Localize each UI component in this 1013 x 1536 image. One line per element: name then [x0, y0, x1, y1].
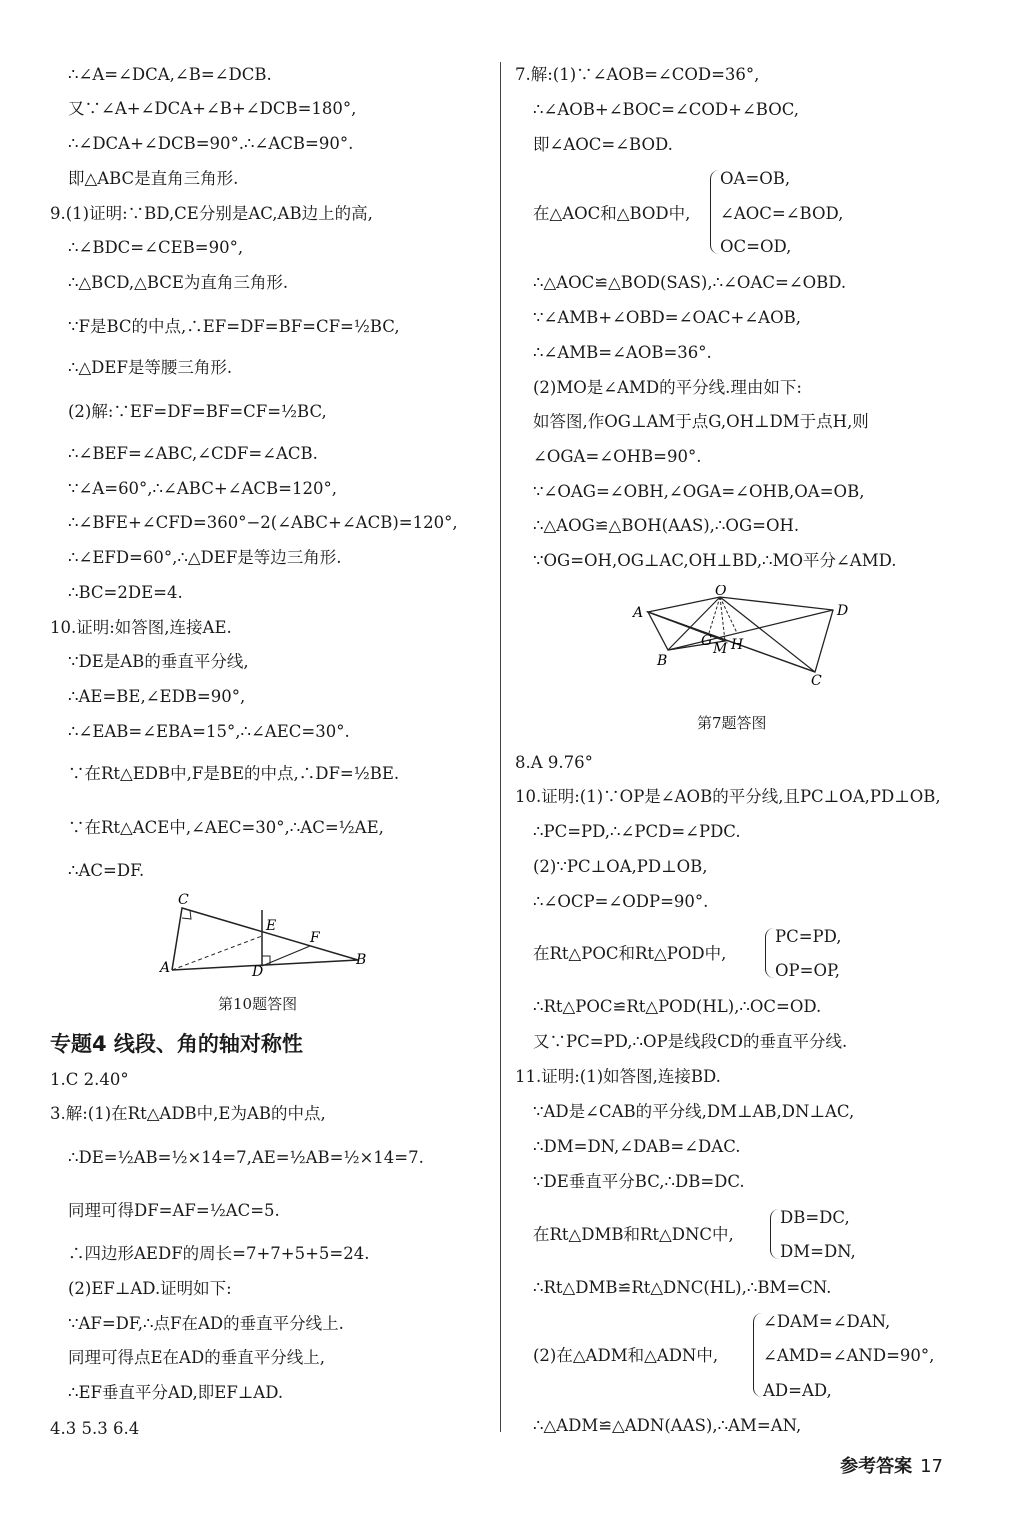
footer-label: 参考答案	[840, 1456, 913, 1477]
text-line: ∵∠OAG=∠OBH,∠OGA=∠OHB,OA=OB,	[533, 482, 865, 501]
text-line: ∴∠EFD=60°,∴△DEF是等边三角形.	[68, 548, 342, 567]
text-line: ∠DAM=∠DAN,	[763, 1312, 891, 1331]
text-line: PC=PD,	[775, 927, 842, 946]
page-footer	[840, 1452, 943, 1478]
text-line: ∴DE=½AB=½×14=7,AE=½AB=½×14=7.	[68, 1148, 424, 1167]
label-o: O	[715, 585, 727, 599]
text-line: OA=OB,	[720, 169, 791, 188]
brace	[710, 170, 719, 254]
brace	[753, 1313, 762, 1397]
text-line: ∴△ADM≌△ADN(AAS),∴AM=AN,	[533, 1416, 802, 1435]
text-line: ∴BC=2DE=4.	[68, 583, 183, 602]
label-b: B	[356, 952, 367, 968]
text-line: ∴AC=DF.	[68, 861, 145, 880]
text-line: ∵F是BC的中点,∴EF=DF=BF=CF=½BC,	[68, 317, 400, 336]
text-line: ∵AF=DF,∴点F在AD的垂直平分线上.	[68, 1314, 344, 1333]
text-line: ∴四边形AEDF的周长=7+7+5+5=24.	[68, 1244, 370, 1263]
text-line: OC=OD,	[720, 237, 792, 256]
text-line: ∠OGA=∠OHB=90°.	[533, 447, 702, 466]
text-line: 在△AOC和△BOD中,	[533, 204, 691, 223]
label-d: D	[837, 603, 849, 619]
text-line: 即△ABC是直角三角形.	[68, 169, 239, 188]
text-line: OP=OP,	[775, 961, 840, 980]
text-line: DB=DC,	[780, 1208, 850, 1227]
text-line: 又∵∠A+∠DCA+∠B+∠DCB=180°,	[68, 99, 357, 118]
text-line: AD=AD,	[763, 1381, 832, 1400]
text-line: ∵DE垂直平分BC,∴DB=DC.	[533, 1172, 745, 1191]
segment-oh	[720, 597, 737, 633]
label-g: G	[701, 633, 713, 649]
text-line: 在Rt△DMB和Rt△DNC中,	[533, 1225, 734, 1244]
text-line: ∠AMD=∠AND=90°,	[763, 1346, 935, 1365]
text-line: ∴∠BDC=∠CEB=90°,	[68, 238, 244, 257]
text-line: ∴EF垂直平分AD,即EF⊥AD.	[68, 1383, 284, 1402]
text-line: 如答图,作OG⊥AM于点G,OH⊥DM于点H,则	[533, 412, 869, 431]
text-line: ∴△BCD,△BCE为直角三角形.	[68, 273, 289, 292]
text-line: ∴∠OCP=∠ODP=90°.	[533, 892, 709, 911]
text-line: ∴AE=BE,∠EDB=90°,	[68, 687, 246, 706]
text-line: 又∵PC=PD,∴OP是线段CD的垂直平分线.	[533, 1032, 848, 1051]
text-line: 3.解:(1)在Rt△ADB中,E为AB的中点,	[50, 1104, 326, 1123]
page-number: 17	[920, 1456, 943, 1477]
label-d: D	[252, 964, 264, 980]
text-line: ∴Rt△POC≌Rt△POD(HL),∴OC=OD.	[533, 997, 822, 1016]
triangle-abc	[172, 908, 358, 970]
text-line: 1.C 2.40°	[50, 1070, 129, 1089]
section-title: 专题4 线段、角的轴对称性	[50, 1032, 303, 1056]
text-line: 7.解:(1)∵∠AOB=∠COD=36°,	[515, 65, 760, 84]
brace	[770, 1209, 779, 1259]
text-line: ∴PC=PD,∴∠PCD=∠PDC.	[533, 822, 741, 841]
text-line: 在Rt△POC和Rt△POD中,	[533, 944, 727, 963]
text-line: ∴△AOG≌△BOH(AAS),∴OG=OH.	[533, 516, 800, 535]
text-line: 同理可得点E在AD的垂直平分线上,	[68, 1348, 325, 1367]
text-line: (2)∵PC⊥OA,PD⊥OB,	[533, 857, 708, 876]
text-line: (2)在△ADM和△ADN中,	[533, 1346, 719, 1365]
text-line: ∵∠AMB+∠OBD=∠OAC+∠AOB,	[533, 308, 801, 327]
text-line: 9.(1)证明:∵BD,CE分别是AC,AB边上的高,	[50, 204, 373, 223]
text-line: ∴∠EAB=∠EBA=15°,∴∠AEC=30°.	[68, 722, 350, 741]
label-c: C	[811, 673, 822, 685]
column-divider	[500, 62, 501, 1432]
label-e: E	[266, 918, 277, 934]
text-line: (2)解:∵EF=DF=BF=CF=½BC,	[68, 402, 327, 421]
text-line: ∴Rt△DMB≌Rt△DNC(HL),∴BM=CN.	[533, 1278, 832, 1297]
label-m: M	[713, 641, 728, 657]
text-line: 11.证明:(1)如答图,连接BD.	[515, 1067, 721, 1086]
text-line: 同理可得DF=AF=½AC=5.	[68, 1201, 280, 1220]
text-line: 8.A 9.76°	[515, 753, 593, 772]
segment-ae	[172, 936, 262, 970]
text-line: ∴△DEF是等腰三角形.	[68, 358, 233, 377]
label-a: A	[160, 960, 171, 976]
text-line: ∵DE是AB的垂直平分线,	[68, 652, 249, 671]
text-line: 10.证明:(1)∵OP是∠AOB的平分线,且PC⊥OA,PD⊥OB,	[515, 787, 941, 806]
text-line: ∴∠DCA+∠DCB=90°.∴∠ACB=90°.	[68, 134, 354, 153]
text-line: ∴△AOC≌△BOD(SAS),∴∠OAC=∠OBD.	[533, 273, 847, 292]
outline	[648, 597, 833, 672]
text-line: ∵在Rt△ACE中,∠AEC=30°,∴AC=½AE,	[68, 818, 384, 837]
text-line: ∴∠BFE+∠CFD=360°−2(∠ABC+∠ACB)=120°,	[68, 513, 458, 532]
right-angle-c	[182, 910, 191, 919]
text-line: ∴∠AOB+∠BOC=∠COD+∠BOC,	[533, 100, 800, 119]
text-line: (2)MO是∠AMD的平分线.理由如下:	[533, 378, 802, 397]
label-c: C	[178, 892, 189, 908]
segment-om	[720, 597, 725, 641]
text-line: 即∠AOC=∠BOD.	[533, 135, 673, 154]
figure-7	[625, 585, 855, 685]
figure-10-caption: 第10题答图	[218, 995, 298, 1013]
label-b: B	[657, 653, 668, 669]
text-line: ∵∠A=60°,∴∠ABC+∠ACB=120°,	[68, 479, 337, 498]
figure-7-caption: 第7题答图	[697, 714, 767, 732]
text-line: DM=DN,	[780, 1242, 856, 1261]
text-line: 10.证明:如答图,连接AE.	[50, 618, 232, 637]
figure-10	[150, 890, 380, 980]
brace	[765, 928, 774, 978]
text-line: ∵AD是∠CAB的平分线,DM⊥AB,DN⊥AC,	[533, 1102, 855, 1121]
label-f: F	[310, 930, 320, 946]
label-a: A	[633, 605, 644, 621]
text-line: (2)EF⊥AD.证明如下:	[68, 1279, 232, 1298]
text-line: 4.3 5.3 6.4	[50, 1419, 140, 1438]
text-line: ∠AOC=∠BOD,	[720, 204, 844, 223]
label-h: H	[731, 637, 744, 653]
text-line: ∴∠BEF=∠ABC,∠CDF=∠ACB.	[68, 444, 318, 463]
text-line: ∵OG=OH,OG⊥AC,OH⊥BD,∴MO平分∠AMD.	[533, 551, 897, 570]
text-line: ∴DM=DN,∠DAB=∠DAC.	[533, 1137, 741, 1156]
text-line: ∴∠A=∠DCA,∠B=∠DCB.	[68, 65, 272, 84]
segment-bd	[668, 610, 833, 650]
text-line: ∴∠AMB=∠AOB=36°.	[533, 343, 712, 362]
text-line: ∵在Rt△EDB中,F是BE的中点,∴DF=½BE.	[68, 764, 400, 783]
